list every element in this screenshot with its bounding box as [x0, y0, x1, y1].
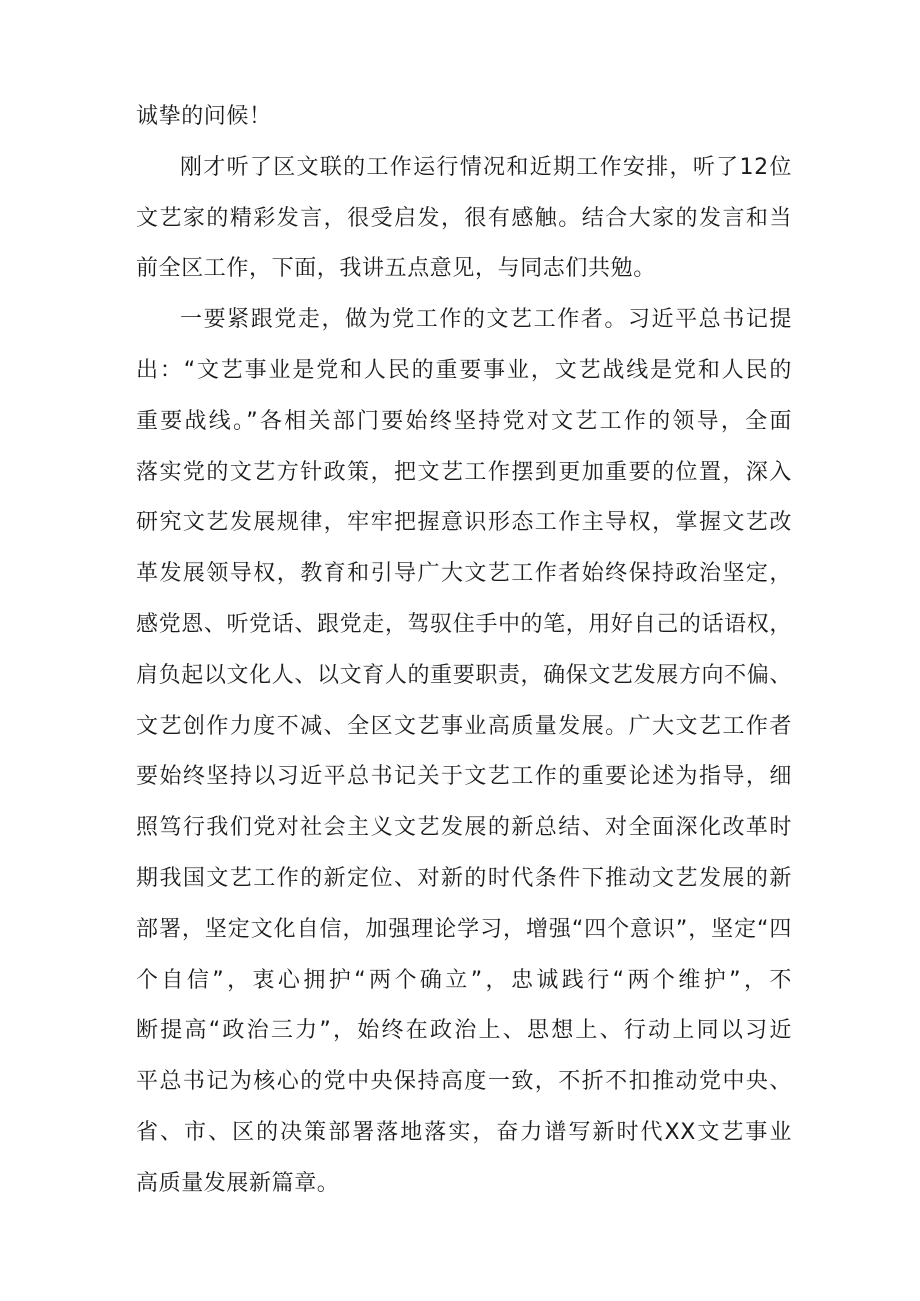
paragraph-line: 重要战线。”各相关部门要始终坚持党对文艺工作的领导，全面: [136, 408, 792, 434]
paragraph-line: 文艺家的精彩发言，很受启发，很有感触。结合大家的发言和当: [136, 205, 792, 231]
document-body: [136, 92, 792, 1210]
paragraph-line: 前全区工作，下面，我讲五点意见，与同志们共勉。: [136, 256, 656, 282]
paragraph-line: 文艺创作力度不减、全区文艺事业高质量发展。广大文艺工作者: [136, 713, 792, 739]
paragraph-line: 一要紧跟党走，做为党工作的文艺工作者。习近平总书记提: [180, 307, 792, 333]
paragraph-p0: [136, 92, 792, 143]
paragraph-line: 个自信”，衷心拥护“两个确立”，忠诚践行“两个维护”，不: [136, 967, 792, 993]
paragraph-line: 要始终坚持以习近平总书记关于文艺工作的重要论述为指导，细: [136, 764, 792, 790]
paragraph-p2: [136, 295, 792, 1209]
paragraph-line: 平总书记为核心的党中央保持高度一致，不折不扣推动党中央、: [136, 1069, 792, 1095]
paragraph-p1: [136, 143, 792, 295]
paragraph-line: 高质量发展新篇章。: [136, 1170, 340, 1196]
paragraph-line: 期我国文艺工作的新定位、对新的时代条件下推动文艺发展的新: [136, 865, 792, 891]
paragraph-line: 落实党的文艺方针政策，把文艺工作摆到更加重要的位置，深入: [136, 459, 792, 485]
paragraph-line: 诚挚的问候！: [136, 104, 272, 129]
paragraph-line: 感党恩、听党话、跟党走，驾驭住手中的笔，用好自己的话语权，: [136, 611, 792, 637]
paragraph-line: 研究文艺发展规律，牢牢把握意识形态工作主导权，掌握文艺改: [136, 510, 792, 536]
paragraph-line: 照笃行我们党对社会主义文艺发展的新总结、对全面深化改革时: [136, 815, 792, 841]
paragraph-line: 部署，坚定文化自信，加强理论学习，增强“四个意识”，坚定“四: [136, 916, 792, 942]
paragraph-line: 出：“文艺事业是党和人民的重要事业，文艺战线是党和人民的: [136, 357, 792, 383]
paragraph-line: 刚才听了区文联的工作运行情况和近期工作安排，听了12位: [180, 154, 792, 180]
paragraph-line: 省、市、区的决策部署落地落实，奋力谱写新时代XX文艺事业: [136, 1119, 792, 1145]
paragraph-line: 革发展领导权，教育和引导广大文艺工作者始终保持政治坚定，: [136, 561, 792, 587]
paragraph-line: 断提高“政治三力”，始终在政治上、思想上、行动上同以习近: [136, 1018, 792, 1044]
paragraph-line: 肩负起以文化人、以文育人的重要职责，确保文艺发展方向不偏、: [136, 662, 792, 688]
